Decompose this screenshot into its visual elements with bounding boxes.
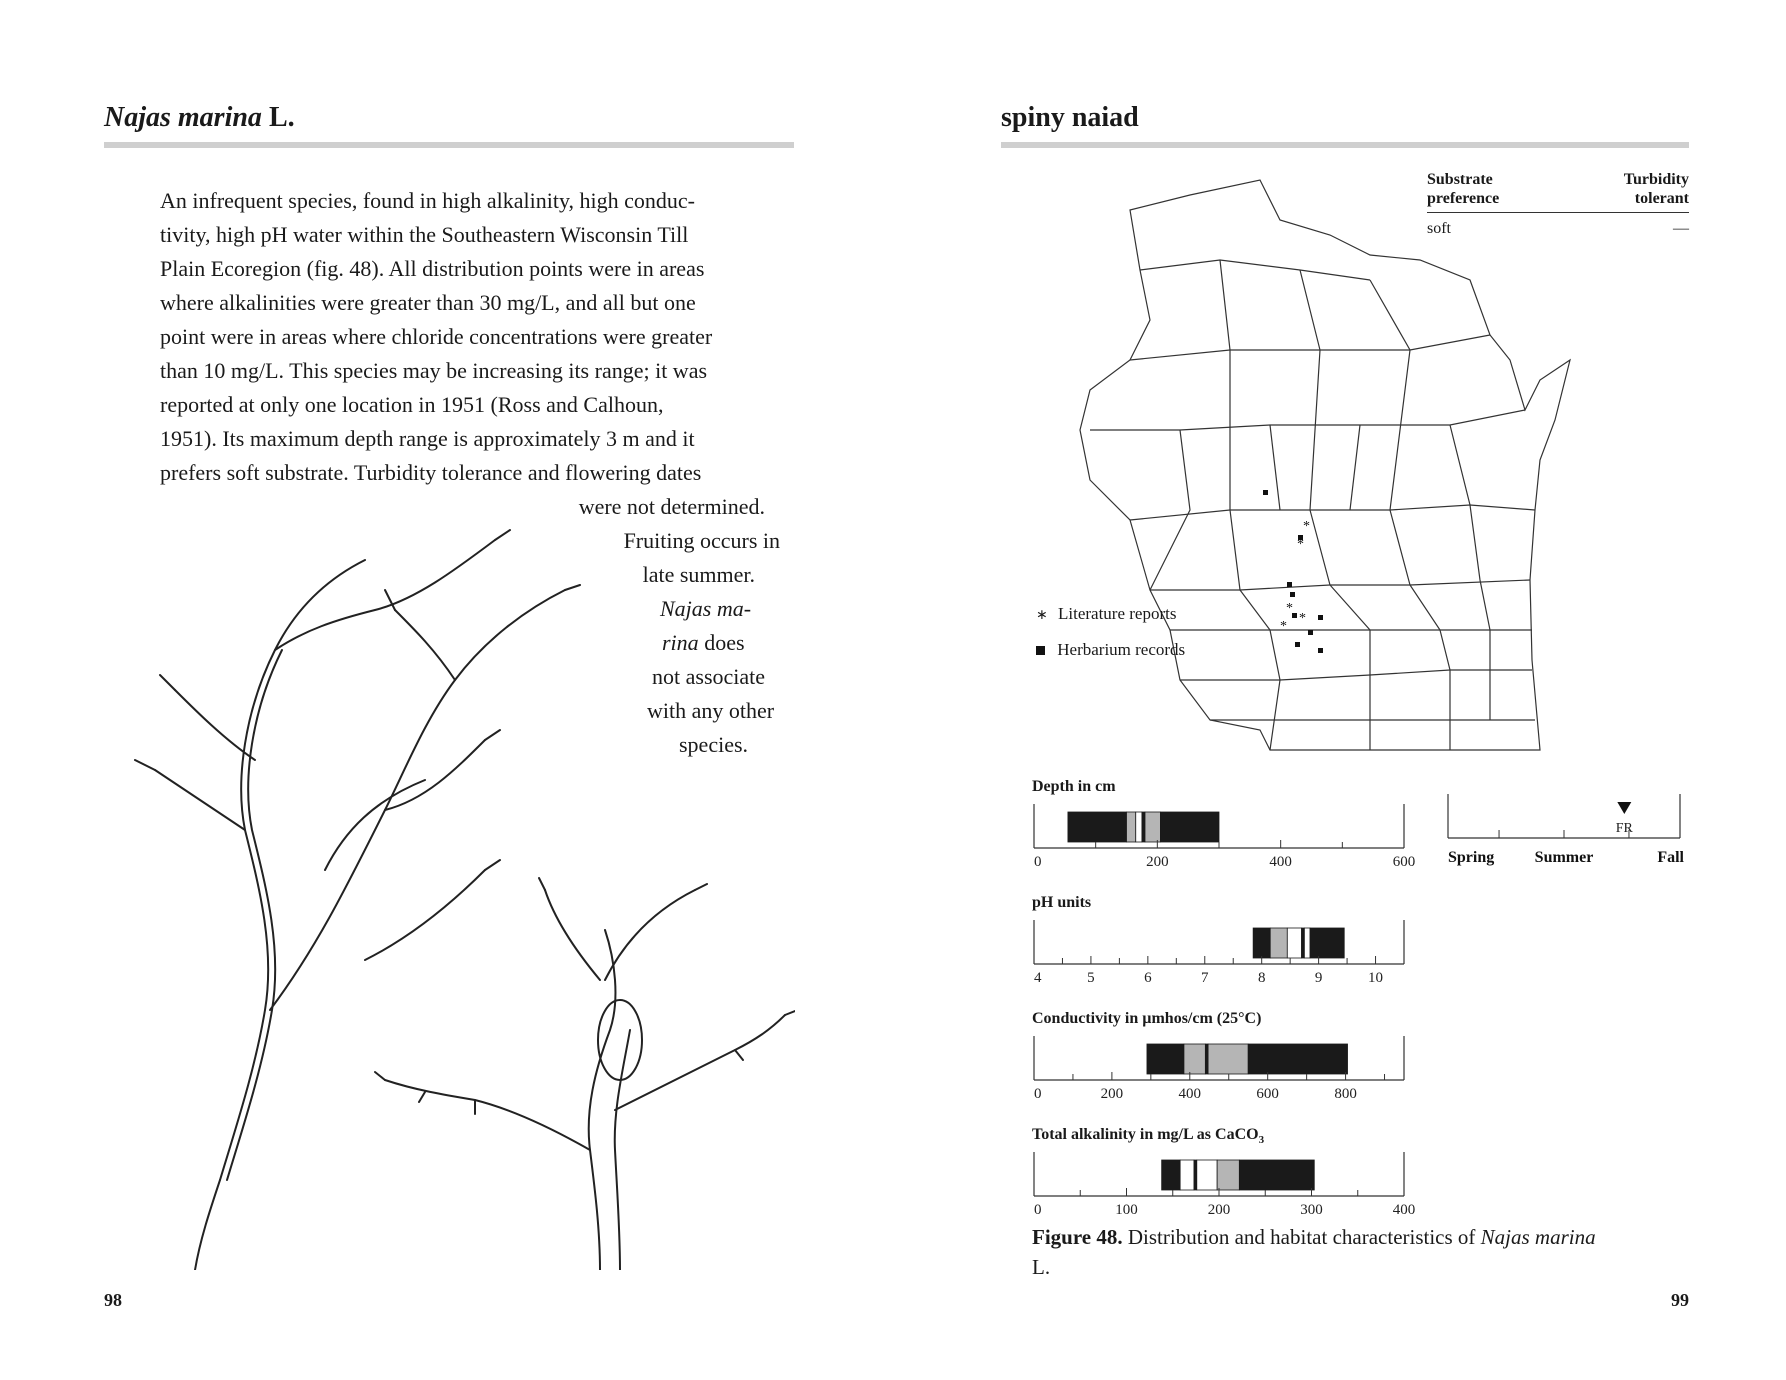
figure-caption <box>1032 1222 1682 1282</box>
caption-italic: Najas marina <box>1480 1225 1596 1249</box>
tick-label: 600 <box>1256 1086 1279 1102</box>
wrap-line: late summer. <box>642 562 755 587</box>
chart-title <box>1032 894 1091 912</box>
caption-text: Distribution and habitat characteristics of <box>1122 1225 1481 1249</box>
tick-label: 200 <box>1146 854 1169 870</box>
turbidity-header: Turbidity <box>1623 171 1689 188</box>
turbidity-header: tolerant <box>1634 190 1689 207</box>
tick-label: 800 <box>1334 1086 1357 1102</box>
italic-word: rina <box>662 630 699 655</box>
fruiting-label: FR <box>1615 821 1633 836</box>
range-segment <box>1147 1044 1184 1074</box>
title-rule-left <box>104 142 794 148</box>
title-rule-right <box>1001 142 1689 148</box>
paragraph-line: point were in areas where chloride concentrations were greater <box>160 324 713 349</box>
chart-title-text: Total alkalinity in mg/L as CaCO <box>1032 1126 1259 1143</box>
tick-label: 0 <box>1034 1202 1042 1218</box>
page-number-left: 98 <box>104 1290 122 1310</box>
tick-label: 9 <box>1314 970 1323 986</box>
wisconsin-distribution-map <box>1070 160 1630 760</box>
plain-word: does <box>698 630 745 655</box>
range-segment <box>1239 1160 1314 1190</box>
substrate-value: soft <box>1427 220 1451 237</box>
range-segment <box>1197 1160 1217 1190</box>
chart-title-text: Conductivity in µmhos/cm (25°C) <box>1032 1010 1262 1027</box>
tick-label: 10 <box>1368 970 1384 986</box>
page-title-right: spiny naiad <box>1001 102 1139 133</box>
chart-title-subscript: 3 <box>1258 1134 1265 1147</box>
substrate-header: Substrate <box>1427 171 1493 188</box>
range-bar-chart <box>1030 1030 1430 1110</box>
svg-text:*: * <box>1297 537 1304 552</box>
tick-label: 600 <box>1392 854 1416 870</box>
range-segment <box>1270 928 1287 958</box>
range-segment <box>1068 812 1127 842</box>
tick-label: 300 <box>1300 1202 1323 1218</box>
tick-label: 4 <box>1034 970 1042 986</box>
range-segment <box>1310 928 1344 958</box>
season-chart <box>1446 790 1696 870</box>
range-segment <box>1160 812 1219 842</box>
caption-label: Figure 48. <box>1032 1225 1123 1249</box>
tick-label: 100 <box>1115 1202 1138 1218</box>
range-segment <box>1142 812 1145 842</box>
range-segment <box>1304 928 1310 958</box>
paragraph-line: 1951). Its maximum depth range is approximately 3 m and it <box>160 426 695 451</box>
range-segment <box>1136 812 1142 842</box>
tick-label: 8 <box>1257 970 1266 986</box>
caption-end: L. <box>1032 1255 1051 1279</box>
range-bar-chart <box>1030 1146 1430 1226</box>
legend-literature-label: Literature reports <box>1057 604 1177 623</box>
plant-illustration <box>95 510 795 1270</box>
tick-label: 200 <box>1100 1086 1124 1102</box>
range-segment <box>1208 1044 1248 1074</box>
svg-text:*: * <box>1286 601 1293 616</box>
tick-label: 0 <box>1034 1086 1042 1102</box>
legend-literature <box>1036 604 1176 624</box>
svg-text:*: * <box>1299 611 1306 626</box>
legend-herbarium <box>1036 640 1185 660</box>
paragraph-line: Plain Ecoregion (fig. 48). All distribution points were in areas <box>160 256 705 281</box>
chart-title <box>1032 778 1116 796</box>
range-segment <box>1194 1160 1197 1190</box>
svg-text:*: * <box>1303 519 1310 534</box>
wrap-line: Fruiting occurs in <box>623 528 780 553</box>
season-label: Spring <box>1448 849 1495 866</box>
tick-label: 6 <box>1144 970 1152 986</box>
wrap-line-italic: Najas ma- <box>660 596 752 621</box>
tick-label: 0 <box>1034 854 1042 870</box>
paragraph-line: than 10 mg/L. This species may be increasing its range; it was <box>160 358 708 383</box>
paragraph-line: An infrequent species, found in high alkalinity, high conduc- <box>160 188 696 213</box>
tick-label: 200 <box>1207 1202 1231 1218</box>
fruiting-marker <box>1617 802 1631 814</box>
range-segment <box>1162 1160 1181 1190</box>
tick-label: 400 <box>1178 1086 1202 1102</box>
range-segment <box>1253 928 1270 958</box>
range-segment <box>1248 1044 1347 1074</box>
range-segment <box>1217 1160 1239 1190</box>
tick-label: 400 <box>1269 854 1292 870</box>
title-italic: Najas marina <box>104 102 262 133</box>
season-label: Fall <box>1657 849 1684 866</box>
paragraph-line: tivity, high pH water within the Southeastern Wisconsin Till <box>160 222 689 247</box>
legend-herbarium-label: Herbarium records <box>1057 640 1186 659</box>
range-segment <box>1145 812 1160 842</box>
wrap-line: species. <box>679 732 749 757</box>
wrap-line: not associate <box>652 664 766 689</box>
tick-label: 7 <box>1201 970 1209 986</box>
range-bar-chart <box>1030 914 1430 994</box>
paragraph-line: where alkalinities were greater than 30 mg/L, and all but one <box>160 290 696 315</box>
range-segment <box>1127 812 1136 842</box>
page-title-left <box>104 102 295 134</box>
chart-title-text: pH units <box>1032 894 1092 911</box>
page-number-right: 99 <box>1671 1290 1689 1310</box>
range-segment <box>1287 928 1301 958</box>
square-icon <box>1036 646 1045 655</box>
paragraph-line: prefers soft substrate. Turbidity tolerance and flowering dates <box>160 460 702 485</box>
turbidity-value: — <box>1673 220 1689 237</box>
svg-text:*: * <box>1280 619 1287 634</box>
asterisk-icon: ∗ <box>1036 607 1048 623</box>
tick-label: 5 <box>1087 970 1095 986</box>
wrap-line: were not determined. <box>578 494 765 519</box>
paragraph-lines <box>160 184 800 490</box>
chart-title <box>1032 1126 1264 1146</box>
chart-title <box>1032 1010 1261 1028</box>
wrap-line: with any other <box>647 698 775 723</box>
range-segment <box>1205 1044 1208 1074</box>
title-rest: L. <box>261 102 295 133</box>
chart-title-text: Depth in cm <box>1032 778 1116 795</box>
range-segment <box>1180 1160 1194 1190</box>
range-segment <box>1302 928 1305 958</box>
range-segment <box>1184 1044 1205 1074</box>
range-bar-chart <box>1030 798 1430 878</box>
tick-label: 400 <box>1392 1202 1416 1218</box>
season-label: Summer <box>1534 849 1594 866</box>
paragraph-line: reported at only one location in 1951 (Ross and Calhoun, <box>160 392 664 417</box>
substrate-header: preference <box>1427 190 1500 207</box>
